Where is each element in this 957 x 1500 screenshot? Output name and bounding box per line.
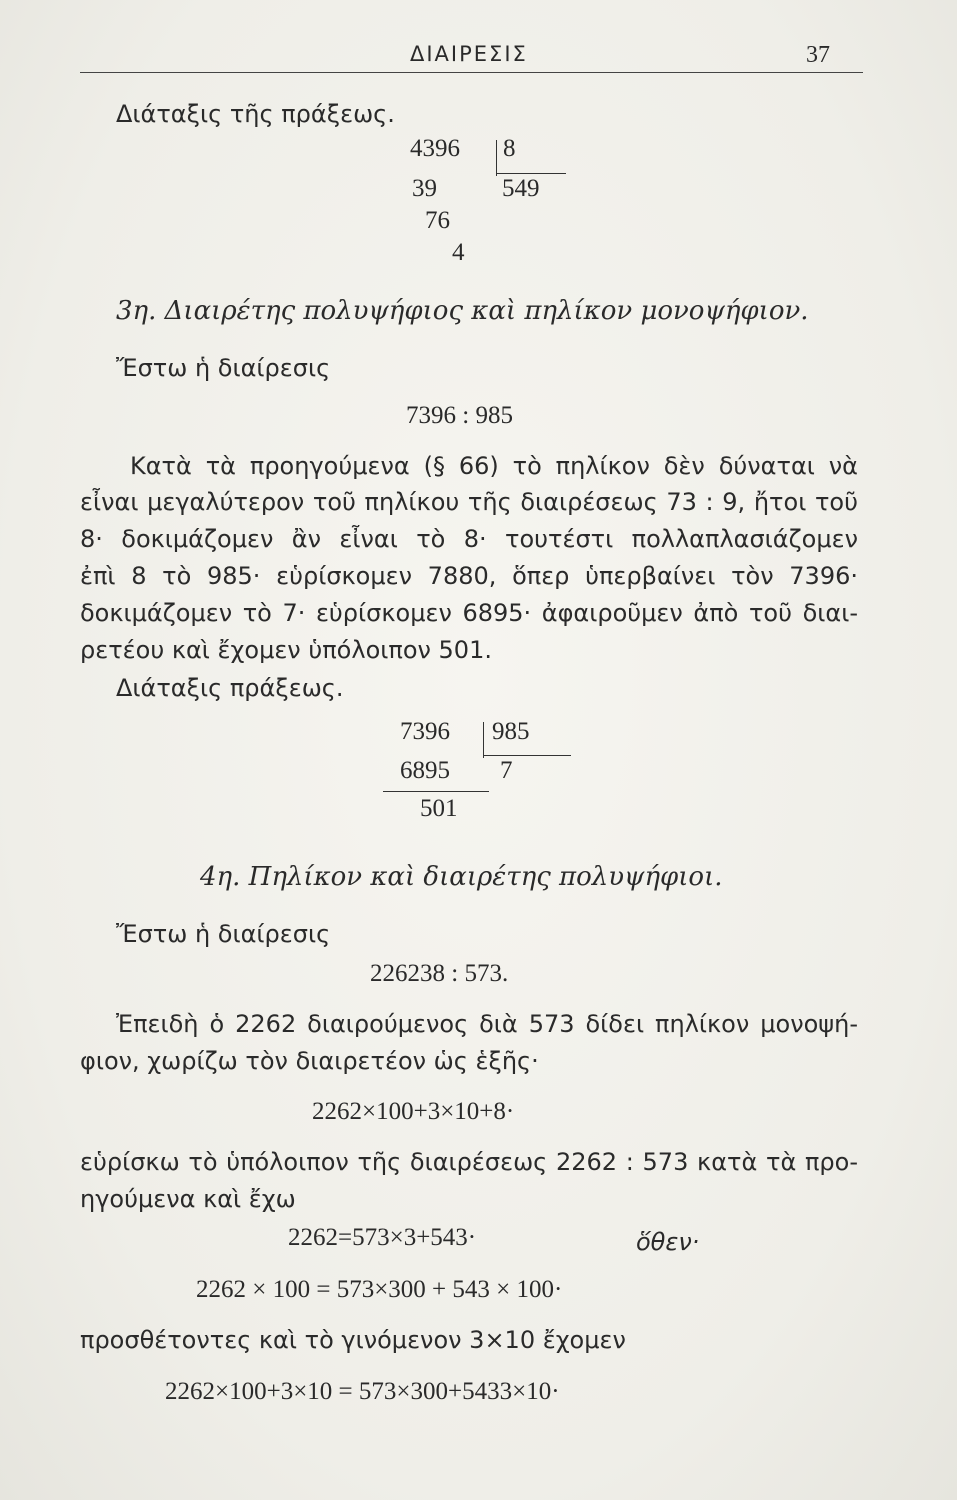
text-line: ηγούμενα καὶ ἔχω	[80, 1185, 296, 1213]
division-intro: Ἔστω ἡ διαίρεσις	[116, 354, 331, 382]
arrangement-label: Διάταξις πράξεως.	[116, 674, 344, 702]
dividend: 4396	[410, 135, 460, 162]
text-line: φιον, χωρίζω τὸν διαιρετέον ὡς ἑξῆς·	[80, 1047, 539, 1075]
section-heading-3: 3η. Διαιρέτης πολυψήφιος καὶ πηλίκον μονοψήφιον.	[116, 296, 809, 326]
division-bar-horizontal	[496, 173, 566, 174]
equation-suffix: ὅθεν·	[636, 1228, 700, 1256]
division-expression: 226238 : 573.	[370, 960, 509, 987]
text-line: 8· δοκιμάζομεν ἂν εἶναι τὸ 8· τουτέστι πολλαπλασιάζομεν	[80, 525, 858, 553]
divisor: 985	[492, 718, 530, 745]
section-heading-4: 4η. Πηλίκον καὶ διαιρέτης πολυψήφιοι.	[200, 862, 723, 892]
quotient: 549	[502, 175, 540, 202]
partial-remainder: 76	[425, 207, 450, 234]
dividend: 7396	[400, 718, 450, 745]
header-rule	[80, 72, 863, 73]
running-title: ΔΙΑΙΡΕΣΙΣ	[410, 42, 528, 66]
arrangement-label: Διάταξις τῆς πράξεως.	[116, 100, 395, 128]
remainder: 501	[420, 795, 458, 822]
text-line: ρετέου καὶ ἔχομεν ὑπόλοιπον 501.	[80, 636, 492, 664]
remainder: 4	[452, 239, 465, 266]
text-line: Κατὰ τὰ προηγούμενα (§ 66) τὸ πηλίκον δὲν δύναται νὰ	[130, 452, 858, 480]
equation: 2262×100+3×10 = 573×300+5433×10·	[165, 1378, 560, 1405]
equation: 2262×100+3×10+8·	[312, 1098, 515, 1125]
text-line: εὑρίσκω τὸ ὑπόλοιπον τῆς διαιρέσεως 2262 : 573 κατὰ τὰ προ-	[80, 1148, 858, 1176]
text-line: ἐπὶ 8 τὸ 985· εὑρίσκομεν 7880, ὅπερ ὑπερβαίνει τὸν 7396·	[80, 562, 858, 590]
quotient: 7	[500, 757, 513, 784]
text-line: δοκιμάζομεν τὸ 7· εὑρίσκομεν 6895· ἀφαιροῦμεν ἀπὸ τοῦ διαι-	[80, 599, 858, 627]
divisor: 8	[503, 135, 516, 162]
page-number: 37	[806, 42, 830, 68]
equation: 2262 × 100 = 573×300 + 543 × 100·	[196, 1276, 563, 1303]
division-bar-horizontal	[483, 755, 571, 756]
text-line: εἶναι μεγαλύτερον τοῦ πηλίκου τῆς διαιρέσεως 73 : 9, ἤτοι τοῦ	[80, 488, 858, 516]
text-line: προσθέτοντες καὶ τὸ γινόμενον 3×10 ἔχομεν	[80, 1326, 626, 1354]
division-bar-vertical	[496, 140, 497, 176]
division-intro: Ἔστω ἡ διαίρεσις	[116, 920, 331, 948]
equation: 2262=573×3+543·	[288, 1224, 477, 1251]
division-bar-vertical	[483, 722, 484, 758]
partial-dividend: 39	[412, 175, 437, 202]
division-expression: 7396 : 985	[406, 402, 513, 429]
subtraction-rule	[383, 791, 489, 792]
product: 6895	[400, 757, 450, 784]
text-line: Ἐπειδὴ ὁ 2262 διαιρούμενος διὰ 573 δίδει πηλίκον μονοψή-	[116, 1010, 858, 1038]
